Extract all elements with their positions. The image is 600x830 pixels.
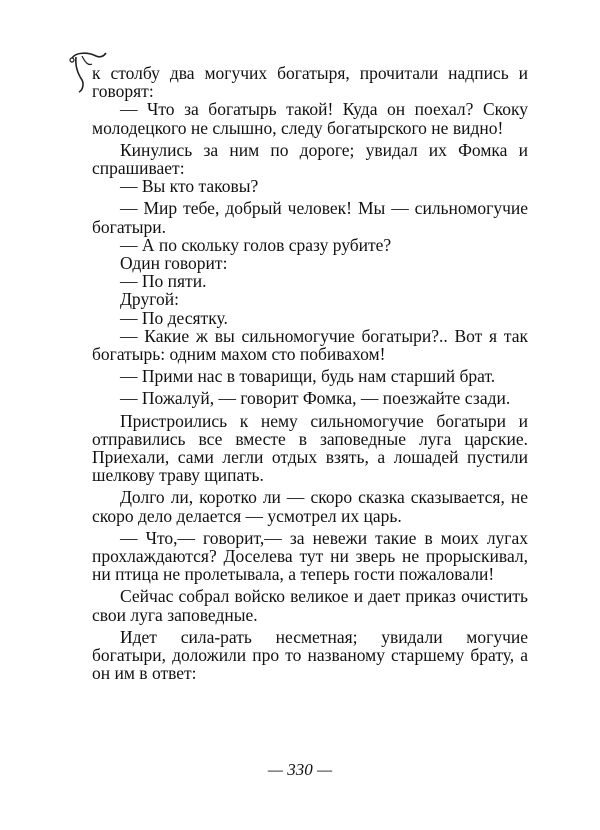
paragraph-7: Один говорит: [120, 253, 228, 274]
paragraph-12: — Прими нас в товарищи, будь нам старший брат. [120, 366, 496, 387]
paragraph-6: — А по скольку голов сразу рубите? [120, 234, 392, 255]
paragraph-10: — По десятку. [120, 307, 228, 328]
paragraph-9: Другой: [120, 289, 179, 310]
paragraph-5: — Мир тебе, добрый человек! Мы — сильномогучие богатыри. [92, 198, 528, 237]
body-text [92, 64, 528, 683]
paragraph-13: — Пожалуй, — говорит Фомка, — поезжайте сзади. [120, 388, 511, 409]
paragraph-17: Сейчас собрал войско великое и дает приказ очистить свои луга заповедные. [92, 586, 528, 625]
paragraph-1: к столбу два могучих богатыря, прочитали надпись и говорят: [92, 63, 528, 102]
paragraph-2: — Что за богатырь такой! Куда он поехал? Скоку молодецкого не слышно, следу богатырского не видно! [92, 99, 528, 138]
paragraph-14: Пристроились к нему сильномогучие богатыри и отправились все вместе в заповедные луга царские. Приехали, сами легли отдых взять, а лошадей пустили шелкову траву щипать. [92, 410, 528, 486]
paragraph-16: — Что,— говорит,— за невежи такие в моих лугах прохлаждаются? Доселева тут ни зверь не прорыскивал, ни птица не пролетывала, а теперь гости пожаловали! [92, 527, 528, 585]
page-number: — 330 — [267, 760, 333, 779]
paragraph-3: Кинулись за ним по дороге; увидал их Фомка и спрашивает: [92, 139, 528, 179]
paragraph-4: — Вы кто таковы? [120, 176, 259, 197]
paragraph-18: Идет сила-рать несметная; увидали могучие богатыри, доложили про то названому старшему брату, а он им в ответ: [92, 626, 528, 684]
paragraph-8: — По пяти. [120, 271, 207, 292]
paragraph-11: — Какие ж вы сильномогучие богатыри?.. Вот я так богатырь: одним махом сто побивахом! [92, 325, 528, 365]
paragraph-15: Долго ли, коротко ли — скоро сказка сказывается, не скоро дело делается — усмотрел их царь. [92, 487, 528, 526]
